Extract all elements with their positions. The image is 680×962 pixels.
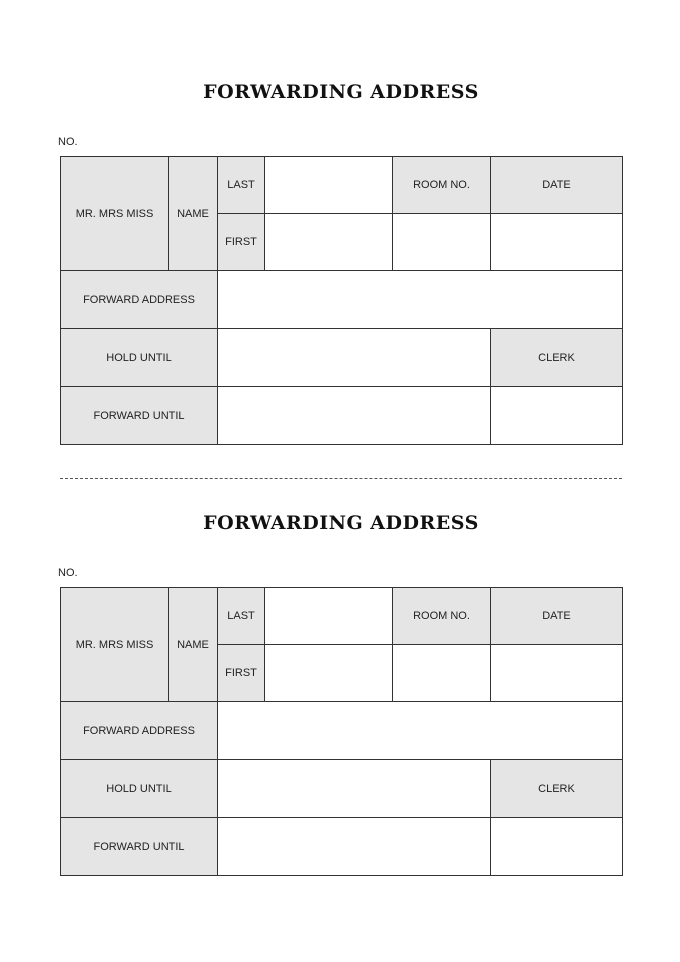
name-label: NAME	[169, 157, 218, 271]
date-field[interactable]	[491, 214, 623, 271]
name-label: NAME	[169, 588, 218, 702]
date-label: DATE	[491, 157, 623, 214]
clerk-label: CLERK	[491, 760, 623, 818]
forward-address-label: FORWARD ADDRESS	[61, 271, 218, 329]
room-no-field[interactable]	[393, 214, 491, 271]
first-name-label: FIRST	[218, 645, 265, 702]
forwarding-address-form-2	[58, 511, 622, 853]
hold-until-label: HOLD UNTIL	[61, 329, 218, 387]
forward-until-field[interactable]	[218, 818, 491, 876]
hold-until-field[interactable]	[218, 329, 491, 387]
date-field[interactable]	[491, 645, 623, 702]
first-name-field[interactable]	[265, 645, 393, 702]
last-name-field[interactable]	[265, 588, 393, 645]
clerk-label: CLERK	[491, 329, 623, 387]
salutation-label: MR. MRS MISS	[61, 157, 169, 271]
room-no-field[interactable]	[393, 645, 491, 702]
room-no-label: ROOM NO.	[393, 157, 491, 214]
last-name-label: LAST	[218, 588, 265, 645]
clerk-field[interactable]	[491, 818, 623, 876]
forward-address-field[interactable]	[218, 271, 623, 329]
last-name-label: LAST	[218, 157, 265, 214]
cut-line-divider	[60, 478, 622, 479]
form-number-label: NO.	[58, 136, 78, 148]
forward-address-label: FORWARD ADDRESS	[61, 702, 218, 760]
forward-address-field[interactable]	[218, 702, 623, 760]
form-title: FORWARDING ADDRESS	[203, 512, 479, 534]
form-table	[60, 587, 623, 876]
form-number-label: NO.	[58, 567, 78, 579]
salutation-label: MR. MRS MISS	[61, 588, 169, 702]
forwarding-address-form-1	[58, 80, 622, 422]
hold-until-field[interactable]	[218, 760, 491, 818]
last-name-field[interactable]	[265, 157, 393, 214]
forward-until-label: FORWARD UNTIL	[61, 387, 218, 445]
forward-until-label: FORWARD UNTIL	[61, 818, 218, 876]
forward-until-field[interactable]	[218, 387, 491, 445]
clerk-field[interactable]	[491, 387, 623, 445]
form-title: FORWARDING ADDRESS	[203, 81, 479, 103]
room-no-label: ROOM NO.	[393, 588, 491, 645]
first-name-label: FIRST	[218, 214, 265, 271]
date-label: DATE	[491, 588, 623, 645]
first-name-field[interactable]	[265, 214, 393, 271]
hold-until-label: HOLD UNTIL	[61, 760, 218, 818]
form-table	[60, 156, 623, 445]
